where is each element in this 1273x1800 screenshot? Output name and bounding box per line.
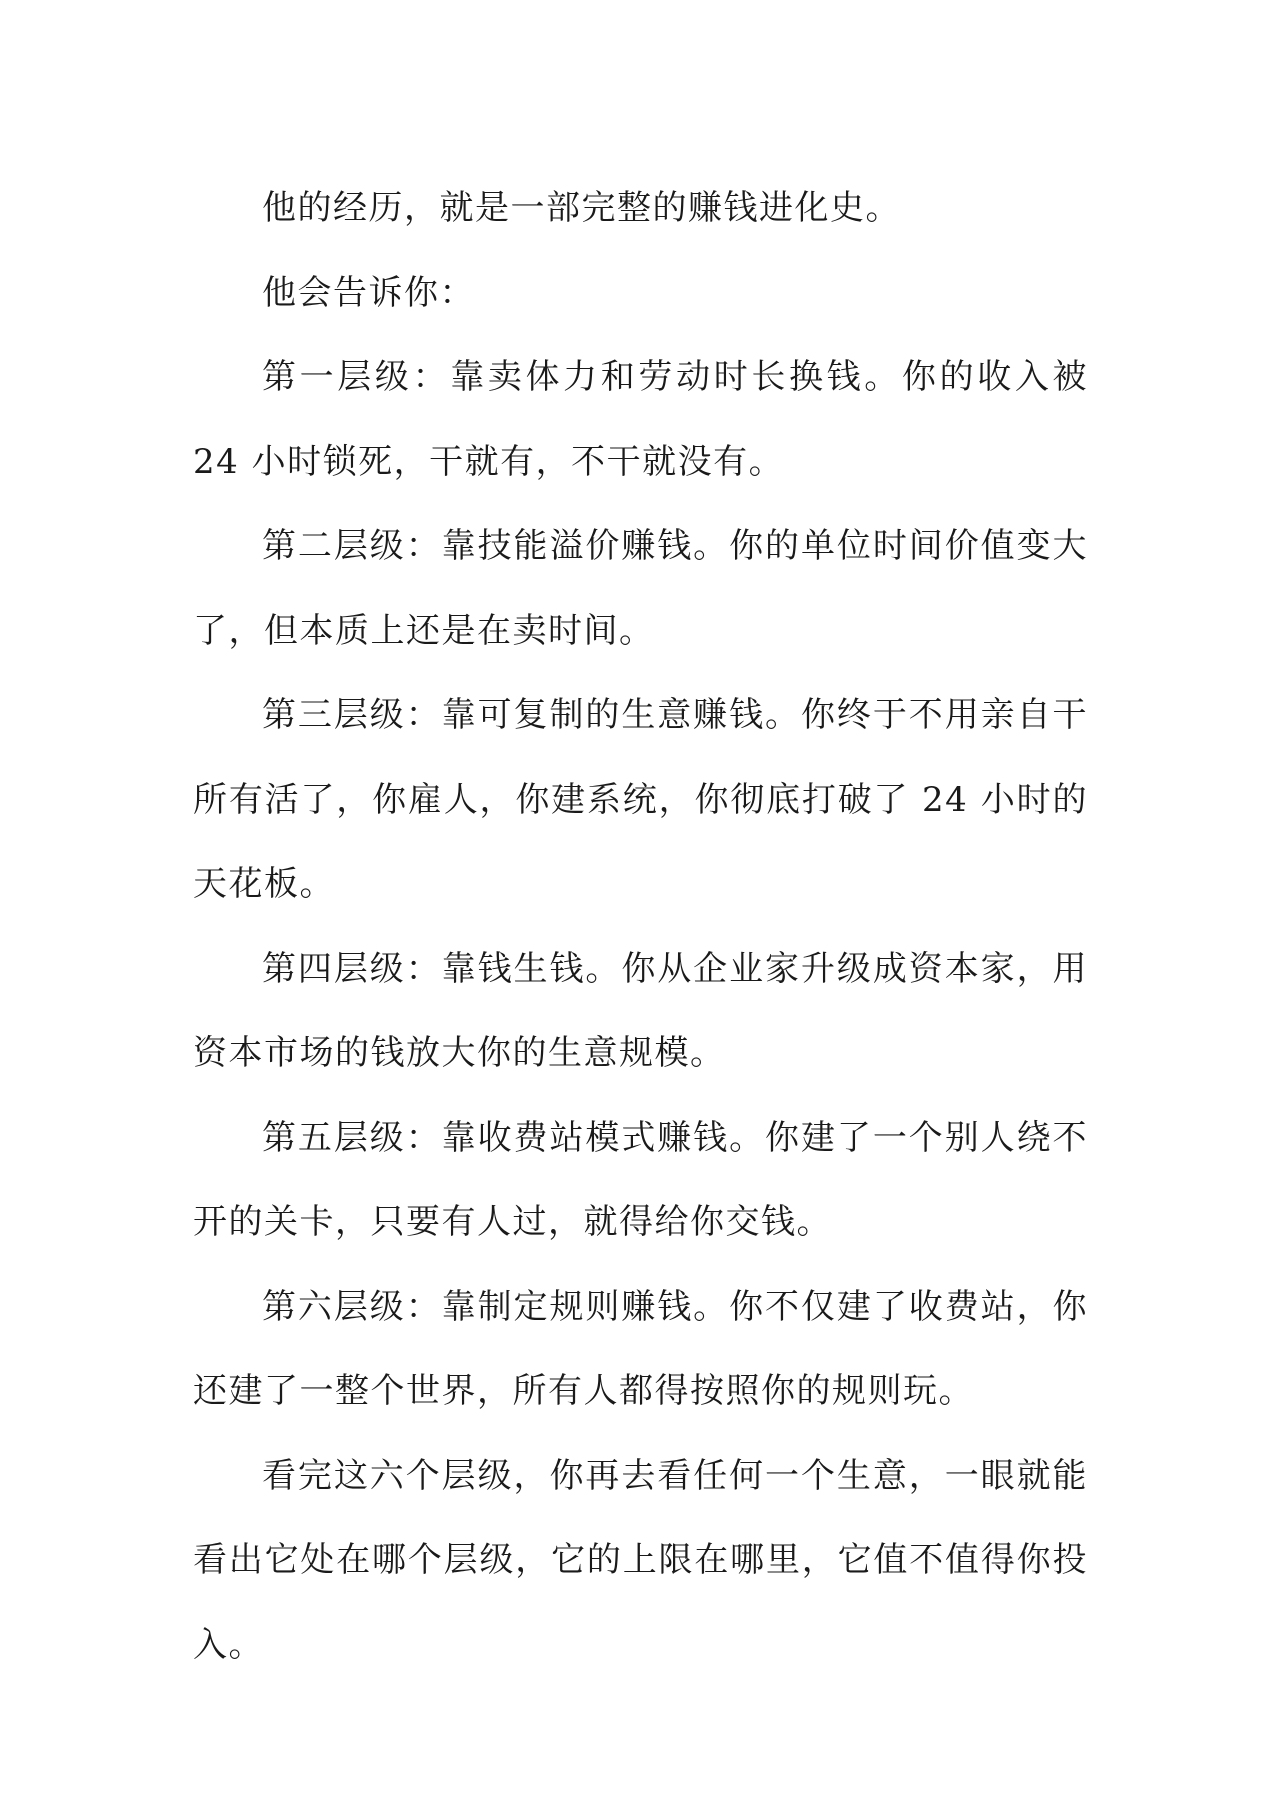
paragraph-level-2: 第二层级：靠技能溢价赚钱。你的单位时间价值变大了，但本质上还是在卖时间。	[193, 526, 1088, 651]
paragraph-level-3: 第三层级：靠可复制的生意赚钱。你终于不用亲自干所有活了，你雇人，你建系统，你彻底打破了 24 小时的天花板。	[193, 695, 1088, 904]
paragraph-lead-in: 他会告诉你：	[262, 272, 475, 313]
paragraph-level-5: 第五层级：靠收费站模式赚钱。你建了一个别人绕不开的关卡，只要有人过，就得给你交钱。	[193, 1117, 1088, 1242]
paragraph-intro: 他的经历，就是一部完整的赚钱进化史。	[262, 188, 901, 228]
paragraph-level-1: 第一层级：靠卖体力和劳动时长换钱。你的收入被 24 小时锁死，干就有，不干就没有。	[193, 357, 1088, 482]
document-body	[193, 166, 1088, 1687]
paragraph-conclusion: 看完这六个层级，你再去看任何一个生意，一眼就能看出它处在哪个层级，它的上限在哪里，它值不值得你投入。	[193, 1455, 1088, 1665]
paragraph-level-6: 第六层级：靠制定规则赚钱。你不仅建了收费站，你还建了一整个世界，所有人都得按照你的规则玩。	[193, 1286, 1088, 1411]
paragraph-level-4: 第四层级：靠钱生钱。你从企业家升级成资本家，用资本市场的钱放大你的生意规模。	[193, 948, 1088, 1073]
